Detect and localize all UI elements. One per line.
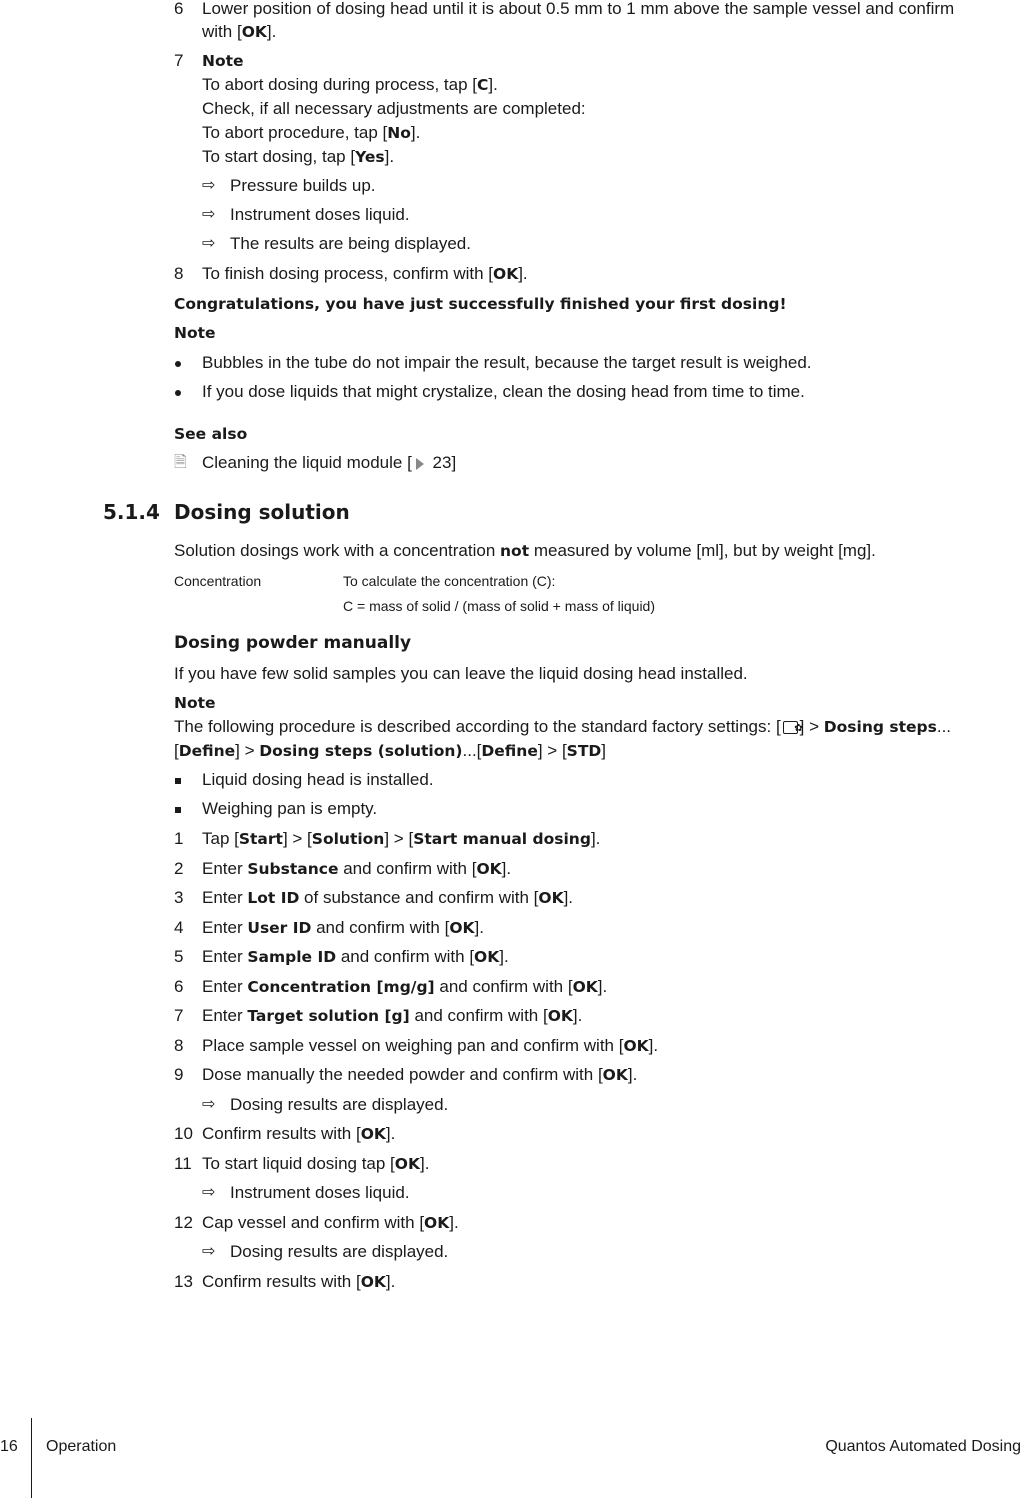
step-line: Note [202, 52, 244, 70]
note-bullet-1: Bubbles in the tube do not impair the result, because the target result is weighed. [202, 353, 812, 372]
step-line: Check, if all necessary adjustments are completed: [202, 99, 586, 118]
result-text: Instrument doses liquid. [230, 1183, 410, 1202]
step-line: Place sample vessel on weighing pan and confirm with [OK]. [202, 1035, 659, 1055]
step-number: 6 [174, 976, 184, 996]
settings-icon [783, 721, 798, 734]
result-text: The results are being displayed. [230, 234, 471, 253]
result-text: Dosing results are displayed. [230, 1242, 449, 1261]
step-line: Enter Substance and confirm with [OK]. [202, 858, 512, 878]
step-number: 11 [174, 1153, 192, 1173]
step-number: 12 [174, 1212, 193, 1232]
page-ref-triangle-icon [416, 458, 424, 470]
prereq-marker [175, 778, 181, 784]
step-number: 7 [174, 51, 184, 70]
step-line: To start dosing, tap [Yes]. [202, 147, 395, 166]
bullet-dot [175, 361, 181, 367]
step-number: 7 [174, 1006, 184, 1025]
step-number: 1 [174, 829, 184, 848]
step-line: Confirm results with [OK]. [202, 1271, 396, 1291]
step-line: Confirm results with [OK]. [202, 1124, 396, 1143]
see-also-heading: See also [174, 425, 248, 443]
step-number: 3 [174, 888, 184, 907]
result-arrow-icon: ⇨ [202, 177, 216, 194]
note-heading: Note [174, 324, 216, 342]
page-number: 16 [0, 1438, 18, 1455]
step-line: Tap [Start] > [Solution] > [Start manual dosing]. [202, 829, 601, 848]
prereq-2: Weighing pan is empty. [202, 799, 378, 818]
result-text: Pressure builds up. [230, 176, 376, 195]
subsection-title: Dosing powder manually [174, 633, 412, 653]
definition-line-2: C = mass of solid / (mass of solid + mass of liquid) [343, 598, 655, 614]
see-also-link[interactable]: Cleaning the liquid module [ 23] [202, 453, 457, 472]
subsection-note-line-2: [Define] > Dosing steps (solution)...[Define] > [STD] [174, 741, 607, 760]
bullet-dot [175, 390, 181, 396]
step-line: with [OK]. [202, 22, 277, 41]
step-number: 8 [174, 1035, 184, 1055]
result-arrow-icon: ⇨ [202, 206, 216, 223]
section-number: 5.1.4 [103, 500, 160, 524]
result-text: Dosing results are displayed. [230, 1094, 449, 1114]
step-number: 13 [174, 1271, 193, 1291]
step-number: 4 [174, 917, 184, 937]
step-line: Enter Lot ID of substance and confirm with [OK]. [202, 888, 574, 907]
step-line: Enter User ID and confirm with [OK]. [202, 917, 484, 937]
definition-line-1: To calculate the concentration (C): [343, 573, 556, 589]
section-intro: Solution dosings work with a concentration not measured by volume [ml], but by weight [mg]. [174, 541, 876, 560]
footer-product: Quantos Automated Dosing [825, 1438, 1021, 1455]
subsection-intro: If you have few solid samples you can leave the liquid dosing head installed. [174, 664, 748, 683]
result-arrow-icon: ⇨ [202, 1184, 216, 1201]
step-number: 10 [174, 1124, 193, 1143]
footer-chapter: Operation [46, 1438, 117, 1455]
result-arrow-icon: ⇨ [202, 235, 216, 252]
document-icon: 🗎 [174, 454, 187, 471]
step-line: Enter Target solution [g] and confirm with [OK]. [202, 1006, 583, 1025]
step-line: Dose manually the needed powder and confirm with [OK]. [202, 1065, 638, 1084]
step-line: To abort procedure, tap [No]. [202, 123, 421, 142]
footer-divider [31, 1418, 32, 1498]
step-number: 2 [174, 858, 184, 878]
step-line: Cap vessel and confirm with [OK]. [202, 1212, 459, 1232]
note-bullet-2: If you dose liquids that might crystalize, clean the dosing head from time to time. [202, 382, 805, 401]
definition-term: Concentration [174, 573, 262, 589]
prereq-1: Liquid dosing head is installed. [202, 770, 434, 789]
subsection-note-line-1: The following procedure is described according to the standard factory settings: [✿ ] > Dosing steps... [174, 716, 951, 738]
section-title: Dosing solution [174, 500, 350, 524]
step-number: 8 [174, 264, 184, 283]
result-arrow-icon: ⇨ [202, 1095, 216, 1113]
step-line: Enter Concentration [mg/g] and confirm with [OK]. [202, 976, 608, 996]
step-number: 6 [174, 0, 184, 18]
congratulations-text: Congratulations, you have just successfully finished your first dosing! [174, 295, 787, 313]
step-number: 5 [174, 947, 184, 966]
step-line: Enter Sample ID and confirm with [OK]. [202, 947, 509, 966]
result-text: Instrument doses liquid. [230, 205, 410, 224]
step-number: 9 [174, 1065, 184, 1084]
step-line: Lower position of dosing head until it is about 0.5 mm to 1 mm above the sample vessel and confirm [202, 0, 955, 18]
result-arrow-icon: ⇨ [202, 1243, 216, 1260]
subsection-note-heading: Note [174, 694, 216, 712]
prereq-marker [175, 807, 181, 813]
step-line: To start liquid dosing tap [OK]. [202, 1153, 430, 1173]
step-line: To finish dosing process, confirm with [OK]. [202, 264, 528, 283]
step-line: To abort dosing during process, tap [C]. [202, 75, 498, 94]
